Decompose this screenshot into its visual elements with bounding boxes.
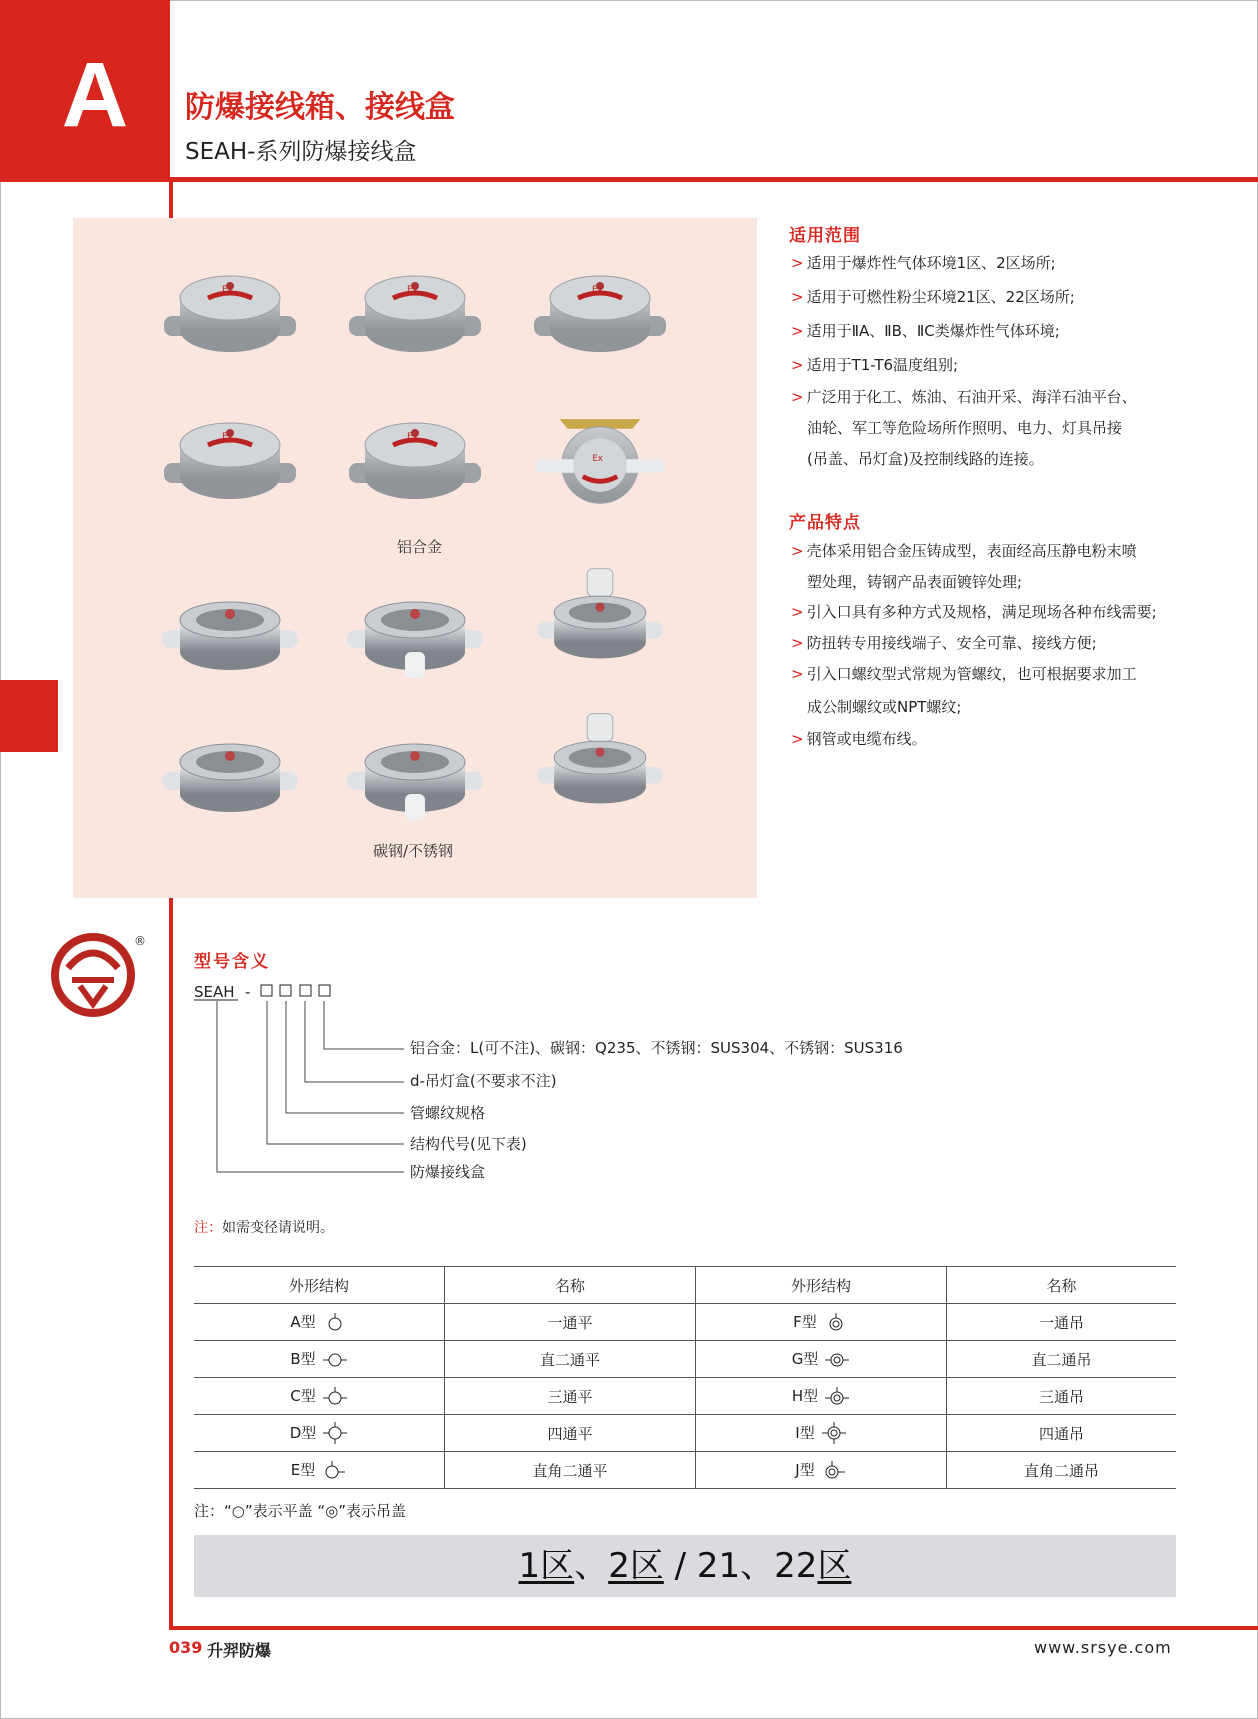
company-logo-icon	[50, 932, 136, 1018]
svg-text:Ex: Ex	[222, 285, 234, 295]
page-subtitle: SEAH-系列防爆接线盒	[185, 139, 417, 165]
three-way-pendant-icon	[824, 1387, 850, 1407]
brand-name: 升羿防爆	[207, 1641, 272, 1660]
structure-table	[194, 1266, 1176, 1489]
table-row: D型 四通平 I型 四通吊	[194, 1415, 1176, 1452]
product-image-al-b	[345, 258, 485, 368]
side-marker	[0, 680, 58, 752]
scope-item: > 适用于T1-T6温度组别;	[791, 356, 959, 374]
feature-item: > 引入口螺纹型式常规为管螺纹，也可根据要求加工	[791, 665, 1137, 683]
model-label-material: 铝合金：L(可不注)、碳钢：Q235、不锈钢：SUS304、不锈钢：SUS316	[410, 1039, 903, 1057]
one-way-flat-icon	[322, 1313, 348, 1333]
svg-text:Ex: Ex	[592, 454, 603, 465]
svg-text:-: -	[245, 983, 251, 1001]
scope-item-cont: 油轮、军工等危险场所作照明、电力、灯具吊接	[807, 419, 1123, 437]
scope-item-cont: (吊盖、吊灯盒)及控制线路的连接。	[807, 450, 1044, 468]
scope-title: 适用范围	[789, 226, 861, 246]
product-image-st-b	[345, 578, 485, 688]
model-label-structure: 结构代号(见下表)	[410, 1135, 527, 1153]
product-image-st-e	[345, 720, 485, 830]
table-header	[194, 1267, 1176, 1304]
caption-aluminum: 铝合金	[397, 538, 443, 556]
four-way-flat-icon	[322, 1422, 348, 1444]
scope-item: > 适用于ⅡA、ⅡB、ⅡC类爆炸性气体环境;	[791, 322, 1060, 340]
straight-two-way-pendant-icon	[824, 1350, 850, 1370]
table-row: E型 直角二通平 J型 直角二通吊	[194, 1452, 1176, 1489]
svg-text:Ex: Ex	[592, 285, 604, 295]
three-way-flat-icon	[322, 1387, 348, 1407]
cover-legend: 注：“○”表示平盖 “◎”表示吊盖	[194, 1502, 407, 1520]
header-rule	[170, 177, 1258, 182]
product-image-al-e	[345, 405, 485, 515]
right-angle-two-way-pendant-icon	[821, 1461, 847, 1481]
svg-text:Ex: Ex	[407, 432, 419, 442]
feature-item: > 防扭转专用接线端子、安全可靠、接线方便;	[791, 634, 1097, 652]
feature-item-cont: 塑处理，铸钢产品表面镀锌处理;	[807, 573, 1023, 591]
col-name: 名称	[445, 1267, 696, 1304]
one-way-pendant-icon	[823, 1313, 849, 1333]
page-number: 039	[169, 1638, 203, 1657]
model-code: SEAH	[194, 983, 235, 1001]
features-title: 产品特点	[789, 513, 861, 533]
scope-item: > 适用于可燃性粉尘环境21区、22区场所;	[791, 288, 1075, 306]
model-label-thread: 管螺纹规格	[410, 1104, 486, 1122]
model-label-box: 防爆接线盒	[410, 1163, 486, 1181]
zone-banner: 1区、2区 / 21、22区	[194, 1535, 1176, 1597]
caption-steel: 碳钢/不锈钢	[373, 842, 454, 860]
reducer-note: 注：如需变径请说明。	[194, 1220, 334, 1236]
scope-item: > 广泛用于化工、炼油、石油开采、海洋石油平台、	[791, 388, 1137, 406]
svg-text:Ex: Ex	[407, 285, 419, 295]
feature-item: > 引入口具有多种方式及规格，满足现场各种布线需要;	[791, 603, 1157, 621]
page-title: 防爆接线箱、接线盒	[185, 90, 455, 125]
table-row: B型 直二通平 G型 直二通吊	[194, 1341, 1176, 1378]
table-row: C型 三通平 H型 三通吊	[194, 1378, 1176, 1415]
footer-rule	[169, 1626, 1258, 1630]
feature-item-cont: 成公制螺纹或NPT螺纹;	[807, 698, 962, 716]
product-image-st-d	[160, 720, 300, 830]
product-image-al-c	[530, 258, 670, 368]
product-image-st-a	[160, 578, 300, 688]
straight-two-way-flat-icon	[322, 1350, 348, 1370]
four-way-pendant-icon	[821, 1422, 847, 1444]
col-name: 名称	[947, 1267, 1177, 1304]
product-image-al-a	[160, 258, 300, 368]
feature-item: > 壳体采用铝合金压铸成型，表面经高压静电粉末喷	[791, 542, 1137, 560]
model-label-pendant: d-吊灯盒(不要求不注)	[410, 1072, 557, 1090]
scope-item: > 适用于爆炸性气体环境1区、2区场所;	[791, 254, 1056, 272]
col-shape: 外形结构	[696, 1267, 947, 1304]
product-image-st-f	[530, 710, 670, 820]
table-row: A型 一通平 F型 一通吊	[194, 1304, 1176, 1341]
section-letter: A	[61, 44, 129, 146]
right-angle-two-way-flat-icon	[321, 1461, 347, 1481]
svg-text:Ex: Ex	[222, 432, 234, 442]
registered-mark: ®	[134, 934, 146, 948]
product-image-st-c	[530, 565, 670, 675]
col-shape: 外形结构	[194, 1267, 445, 1304]
feature-item: > 钢管或电缆布线。	[791, 730, 927, 748]
product-image-al-d	[160, 405, 300, 515]
website-link[interactable]: www.srsye.com	[1034, 1638, 1172, 1657]
model-title: 型号含义	[194, 952, 270, 972]
product-image-al-f	[530, 400, 670, 510]
